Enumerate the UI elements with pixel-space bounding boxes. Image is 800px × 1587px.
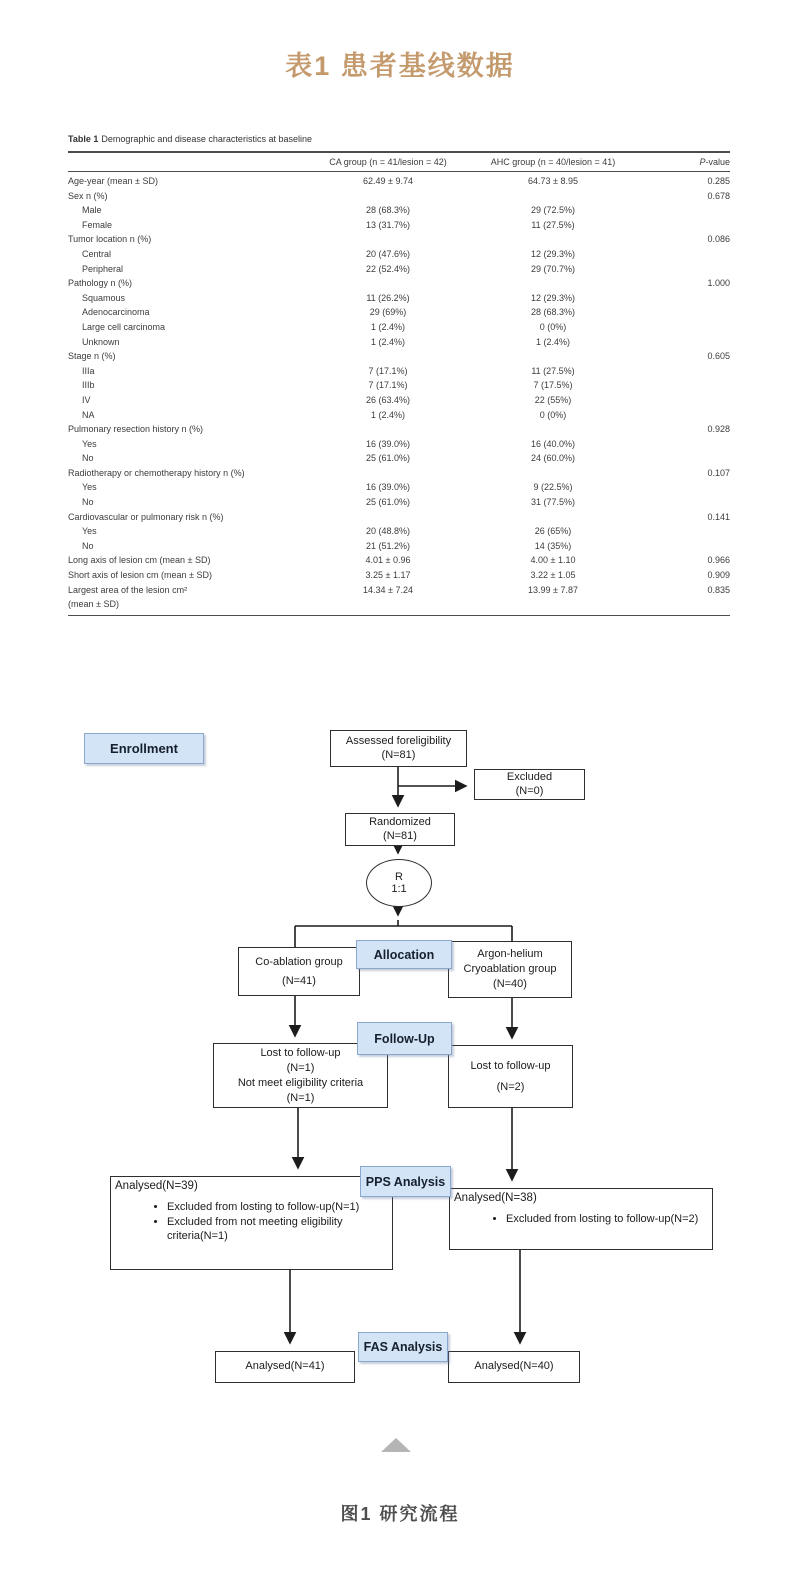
table-cell-ahc: [468, 510, 638, 525]
table-row: [68, 378, 730, 393]
table-cell-p: [638, 378, 730, 393]
table-cell-ca: 4.01 ± 0.96: [365, 555, 411, 566]
table-cell-ahc: 3.22 ± 1.05: [530, 570, 576, 581]
table-cell-label: Central: [82, 248, 112, 259]
table-cell-ahc: 64.73 ± 8.95: [528, 176, 578, 186]
box-lost-followup-left: Lost to follow-up (N=1) Not meet eligibility criteria (N=1): [213, 1043, 388, 1108]
table-cell-ca: 22 (52.4%): [365, 263, 411, 274]
table-cell-label: Squamous: [82, 292, 126, 303]
table-row: [68, 305, 730, 320]
table-cell-label: Short axis of lesion cm (mean ± SD): [68, 570, 212, 581]
table-cell-ca: 1 (2.4%): [370, 336, 405, 347]
table-body: [68, 172, 730, 616]
table-cell-p: [638, 408, 730, 423]
table-cell-p: 0.107: [707, 467, 730, 478]
table-cell-ca: [308, 466, 468, 481]
table-row: [68, 451, 730, 466]
table-cell-p: 0.605: [707, 351, 730, 362]
table-cell-label: Radiotherapy or chemotherapy history n (%): [68, 467, 245, 478]
table-cell-label: No: [82, 540, 94, 551]
table-cell-ca: [308, 232, 468, 247]
table-caption-text: Demographic and disease characteristics at baseline: [101, 134, 312, 144]
table-cell-ca: [308, 510, 468, 525]
table-header-ahc-group: AHC group (n = 40/lesion = 41): [490, 157, 616, 167]
table-header-p-value: P-value: [699, 157, 730, 167]
table-cell-p: [638, 203, 730, 218]
table-cell-ca: 14.34 ± 7.24: [363, 584, 413, 595]
table-cell-ahc: [468, 232, 638, 247]
table-row: [68, 364, 730, 379]
table-cell-ca: 16 (39.0%): [365, 482, 411, 493]
table-row: [68, 583, 730, 612]
table-cell-p: [638, 539, 730, 554]
box-fas-analysed-41: Analysed(N=41): [215, 1351, 355, 1383]
table-cell-label: Yes: [82, 482, 97, 493]
box-lost-followup-right: Lost to follow-up (N=2): [448, 1045, 573, 1108]
table-cell-ahc: 4.00 ± 1.10: [530, 555, 576, 566]
table-cell-ca: 25 (61.0%): [365, 497, 411, 508]
table-cell-p: 0.086: [707, 234, 730, 245]
table-cell-ca: 28 (68.3%): [365, 205, 411, 216]
table-cell-p: [638, 393, 730, 408]
table-header-row: [68, 151, 730, 172]
box-assessed-for-eligibility: Assessed foreligibility (N=81): [330, 730, 467, 767]
table-cell-ahc: [468, 349, 638, 364]
table-cell-label: Tumor location n (%): [68, 234, 152, 245]
table-cell-ahc: 9 (22.5%): [533, 482, 573, 493]
table-header-ca-group: CA group (n = 41/lesion = 42): [329, 157, 447, 167]
table-cell-p: [638, 247, 730, 262]
table-cell-label: Cardiovascular or pulmonary risk n (%): [68, 511, 224, 522]
table-cell-label: Long axis of lesion cm (mean ± SD): [68, 555, 211, 566]
table-cell-ahc: [468, 422, 638, 437]
table-cell-ahc: 0 (0%): [539, 409, 567, 420]
table-row: [68, 335, 730, 350]
table-row: [68, 349, 730, 364]
table-cell-p: [638, 218, 730, 233]
table-cell-ahc: 16 (40.0%): [530, 438, 576, 449]
table-cell-p: 0.835: [707, 584, 730, 595]
table-cell-label: Female: [82, 219, 113, 230]
table-row: [68, 393, 730, 408]
stage-label-fas-analysis: FAS Analysis: [358, 1332, 448, 1362]
page-title: 表1 患者基线数据: [285, 51, 515, 81]
table-cell-label: IIIb: [82, 380, 95, 391]
table-cell-p: [638, 480, 730, 495]
table-cell-label: Peripheral: [82, 263, 124, 274]
table-cell-p: [638, 364, 730, 379]
table-row: [68, 568, 730, 583]
table-caption-number: Table 1: [68, 134, 99, 144]
table-cell-p: [638, 335, 730, 350]
table-cell-ahc: 31 (77.5%): [530, 497, 576, 508]
table-cell-label: No: [82, 453, 94, 464]
table-cell-label: Male: [82, 205, 102, 216]
table-cell-label: Yes: [82, 526, 97, 537]
table-row: [68, 437, 730, 452]
table-cell-ca: [308, 349, 468, 364]
box-fas-analysed-40: Analysed(N=40): [448, 1351, 580, 1383]
table-cell-ahc: 28 (68.3%): [530, 307, 576, 318]
table-cell-ca: [308, 276, 468, 291]
table-row: [68, 262, 730, 277]
table-cell-p: [638, 437, 730, 452]
table-row: [68, 189, 730, 204]
table-cell-ahc: 13.99 ± 7.87: [528, 584, 578, 595]
randomization-ratio-ellipse: R 1:1: [366, 859, 432, 907]
table-cell-ca: 21 (51.2%): [365, 540, 411, 551]
box-randomized: Randomized (N=81): [345, 813, 455, 846]
table-cell-ca: 3.25 ± 1.17: [365, 570, 411, 581]
table-cell-ahc: 0 (0%): [539, 321, 567, 332]
box-co-ablation-group: Co-ablation group (N=41): [238, 947, 360, 996]
collapse-triangle-icon: [381, 1438, 411, 1452]
table-cell-ahc: [468, 276, 638, 291]
table-cell-ca: 62.49 ± 9.74: [363, 176, 413, 186]
table-cell-ca: 25 (61.0%): [365, 453, 411, 464]
table-cell-ca: 1 (2.4%): [370, 321, 405, 332]
table-cell-ahc: 12 (29.3%): [530, 292, 576, 303]
table-cell-label: NA: [82, 409, 95, 420]
box-pps-analysed-38: Analysed(N=38) • Excluded from losting to follow-up(N=2): [449, 1188, 713, 1250]
table-cell-label: No: [82, 497, 94, 508]
table-cell-ca: 11 (26.2%): [366, 292, 410, 303]
table-caption: [68, 134, 730, 144]
exclusion-list: • Excluded from losting to follow-up(N=1) • Excluded from not meeting eligibility criteria(N=1): [115, 1200, 388, 1244]
table-cell-ca: 20 (48.8%): [365, 526, 411, 537]
table-row: [68, 524, 730, 539]
table-row: [68, 232, 730, 247]
table-cell-p: 0.928: [707, 424, 730, 435]
table-cell-p: 0.141: [707, 511, 730, 522]
table-cell-p: 0.909: [707, 570, 730, 581]
baseline-table: [68, 134, 730, 616]
table-cell-p: [638, 305, 730, 320]
table-row: [68, 276, 730, 291]
table-cell-ca: 26 (63.4%): [365, 394, 411, 405]
table-cell-ahc: [468, 466, 638, 481]
table-cell-p: [638, 320, 730, 335]
table-row: [68, 291, 730, 306]
table-cell-p: 0.966: [707, 555, 730, 566]
table-cell-ahc: 24 (60.0%): [530, 453, 576, 464]
table-cell-p: 0.678: [707, 190, 730, 201]
table-cell-label: IV: [82, 394, 91, 405]
table-cell-p: [638, 524, 730, 539]
table-cell-ca: 20 (47.6%): [365, 248, 411, 259]
table-cell-label: Pathology n (%): [68, 278, 133, 289]
table-cell-ahc: 29 (70.7%): [530, 263, 576, 274]
table-cell-label: Largest area of the lesion cm² (mean ± SD): [68, 584, 188, 610]
table-cell-ahc: 11 (27.5%): [531, 365, 575, 376]
table-cell-label: Large cell carcinoma: [82, 321, 166, 332]
box-argon-helium-group: Argon-helium Cryoablation group (N=40): [448, 941, 572, 998]
table-cell-label: Pulmonary resection history n (%): [68, 424, 204, 435]
table-cell-ahc: 1 (2.4%): [535, 336, 570, 347]
table-row: [68, 510, 730, 525]
table-row: [68, 174, 730, 189]
table-cell-p: 1.000: [707, 278, 730, 289]
table-cell-ca: 29 (69%): [369, 307, 407, 318]
table-cell-label: Unknown: [82, 336, 120, 347]
table-cell-ca: 7 (17.1%): [368, 380, 408, 391]
table-row: [68, 218, 730, 233]
table-cell-p: [638, 262, 730, 277]
table-cell-label: Adenocarcinoma: [82, 307, 150, 318]
table-cell-p: [638, 495, 730, 510]
table-row: [68, 247, 730, 262]
box-excluded: Excluded (N=0): [474, 769, 585, 800]
table-cell-label: Stage n (%): [68, 351, 116, 362]
table-cell-ahc: 29 (72.5%): [530, 205, 576, 216]
table-row: [68, 539, 730, 554]
table-row: [68, 466, 730, 481]
stage-label-enrollment: Enrollment: [84, 733, 204, 764]
table-cell-ahc: 14 (35%): [534, 540, 572, 551]
table-row: [68, 320, 730, 335]
table-cell-ahc: 22 (55%): [534, 394, 572, 405]
table-cell-p: [638, 291, 730, 306]
table-cell-label: Sex n (%): [68, 190, 108, 201]
table-cell-p: [638, 451, 730, 466]
exclusion-list: • Excluded from losting to follow-up(N=2): [454, 1212, 708, 1227]
table-row: [68, 203, 730, 218]
box-pps-analysed-39: Analysed(N=39) • Excluded from losting to follow-up(N=1) • Excluded from not meeting eligibility criteria(N=1): [110, 1176, 393, 1270]
table-row: [68, 553, 730, 568]
table-cell-ahc: 11 (27.5%): [531, 219, 575, 230]
table-cell-ca: [308, 189, 468, 204]
table-cell-ahc: [468, 189, 638, 204]
table-cell-ca: 13 (31.7%): [365, 219, 411, 230]
table-cell-ca: [308, 422, 468, 437]
table-cell-label: Yes: [82, 438, 97, 449]
table-cell-ca: 1 (2.4%): [370, 409, 405, 420]
table-row: [68, 495, 730, 510]
table-cell-ahc: 7 (17.5%): [533, 380, 573, 391]
table-row: [68, 408, 730, 423]
table-cell-ca: 7 (17.1%): [368, 365, 408, 376]
table-cell-p: 0.285: [707, 176, 730, 186]
table-cell-ca: 16 (39.0%): [365, 438, 411, 449]
table-row: [68, 422, 730, 437]
table-cell-label: Age-year (mean ± SD): [68, 176, 158, 186]
table-row: [68, 480, 730, 495]
table-cell-ahc: 26 (65%): [534, 526, 572, 537]
table-cell-ahc: 12 (29.3%): [530, 248, 576, 259]
stage-label-allocation: Allocation: [356, 940, 452, 969]
table-cell-label: IIIa: [82, 365, 95, 376]
figure-caption: 图1 研究流程: [340, 1504, 460, 1524]
stage-label-pps-analysis: PPS Analysis: [360, 1166, 451, 1197]
stage-label-followup: Follow-Up: [357, 1022, 452, 1055]
